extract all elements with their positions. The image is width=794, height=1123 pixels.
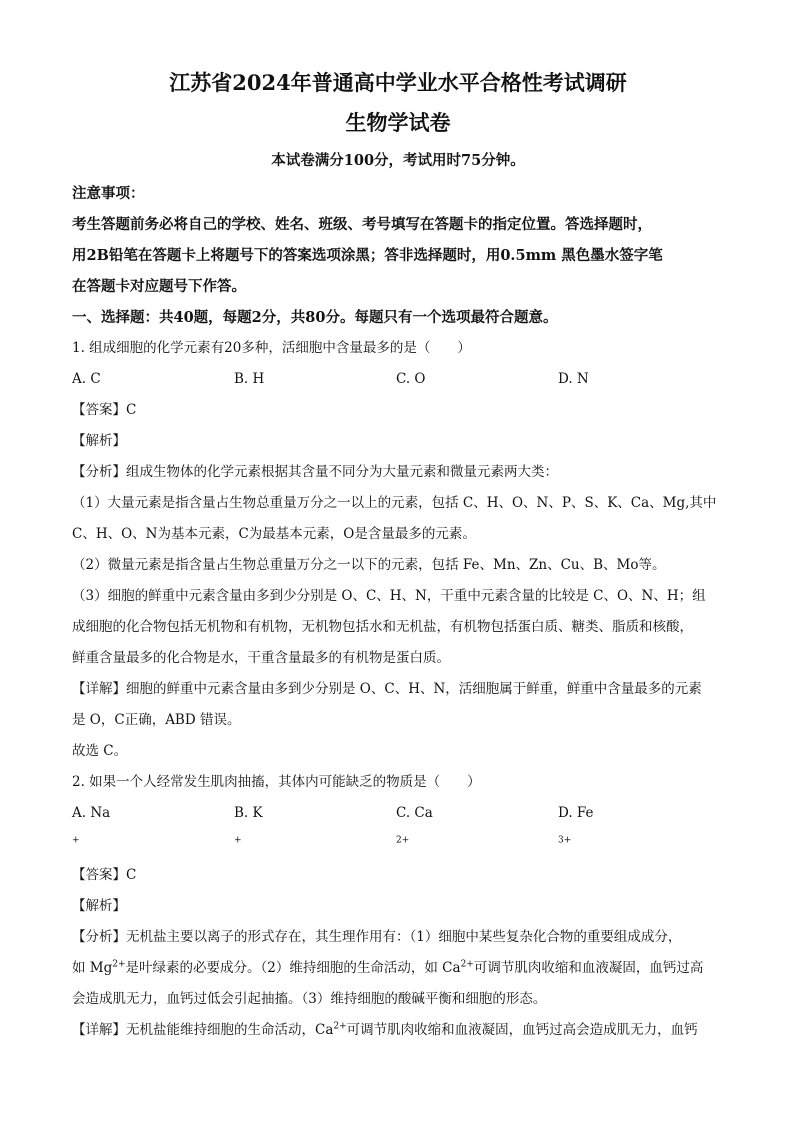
question-1-fenxi-5: （3）细胞的鲜重中元素含量由多到少分别是 O、C、H、N，干重中元素含量的比较是 C、O、N、H；组 <box>72 588 706 604</box>
notice-heading: 注意事项： <box>72 185 145 202</box>
question-2-stem: 2. 如果一个人经常发生肌肉抽搐，其体内可能缺乏的物质是（ ） <box>72 774 481 790</box>
question-1-fenxi-7: 鲜重含量最多的化合物是水，干重含量最多的有机物是蛋白质。 <box>72 650 450 666</box>
question-2-options <box>72 798 724 860</box>
question-2-detail-1: 【详解】无机盐能维持细胞的生命活动，$Ca^{2+}$可调节肌肉收缩和血液凝固，血钙过高会造成肌无力，血钙 <box>72 1021 698 1038</box>
notice-line-2: 用2B铅笔在答题卡上将题号下的答案选项涂黑；答非选择题时，用0.5mm 黑色墨水签字笔 <box>72 247 663 264</box>
section-heading: 一、选择题：共40题，每题2分，共80分。每题只有一个选项最符合题意。 <box>72 309 558 326</box>
score-note: 本试卷满分100分，考试用时75分钟。 <box>271 152 525 169</box>
question-1-conclusion: 故选 C。 <box>72 743 128 759</box>
question-1-fenxi-6: 成细胞的化合物包括无机物和有机物，无机物包括水和无机盐，有机物包括蛋白质、糖类、脂质和核酸， <box>72 619 693 635</box>
option-d: D. $Fe^{3+}$ <box>558 805 594 846</box>
notice-line-1: 考生答题前务必将自己的学校、姓名、班级、考号填写在答题卡的指定位置。答选择题时， <box>72 216 652 233</box>
question-2-analysis-label: 【解析】 <box>72 898 126 914</box>
subject-title: 生物学试卷 <box>345 110 451 135</box>
question-1-fenxi-3: C、H、O、N为基本元素，C为最基本元素，O是含量最多的元素。 <box>72 526 476 542</box>
question-2-fenxi-2: 如 $Mg^{2+}$是叶绿素的必要成分。（2）维持细胞的生命活动，如 $Ca^{2+}$可调节肌肉收缩和血液凝固，血钙过高 <box>72 959 704 976</box>
question-1-detail-1: 【详解】细胞的鲜重中元素含量由多到少分别是 O、C、H、N，活细胞属于鲜重，鲜重中含量最多的元素 <box>72 681 702 697</box>
question-2-answer: 【答案】C <box>72 867 137 883</box>
question-1-stem: 1. 组成细胞的化学元素有20多种，活细胞中含量最多的是（ ） <box>72 340 471 356</box>
option-b: B. H <box>234 371 265 387</box>
option-b: B. K+ <box>234 805 263 846</box>
exam-page <box>72 68 724 1046</box>
option-c: C. O <box>396 371 426 387</box>
question-2-fenxi-3: 会造成肌无力，血钙过低会引起抽搐。（3）维持细胞的酸碱平衡和细胞的形态。 <box>72 991 547 1007</box>
exam-title: 江苏省2024年普通高中学业水平合格性考试调研 <box>169 70 627 95</box>
question-1-fenxi-1: 【分析】组成生物体的化学元素根据其含量不同分为大量元素和微量元素两大类： <box>72 464 558 480</box>
option-c: C. $Ca^{2+}$ <box>396 805 433 846</box>
question-1-fenxi-4: （2）微量元素是指含量占生物总重量万分之一以下的元素，包括 Fe、Mn、Zn、Cu、B、Mo等。 <box>72 557 666 573</box>
question-1-answer: 【答案】C <box>72 402 137 418</box>
question-1-options <box>72 364 724 395</box>
option-a: A. Na+ <box>72 805 111 846</box>
question-1-fenxi-2: （1）大量元素是指含量占生物总重量万分之一以上的元素，包括 C、H、O、N、P、S、K、Ca、Mg,其中 <box>72 495 717 511</box>
question-1-analysis-label: 【解析】 <box>72 433 126 449</box>
question-2-fenxi-1: 【分析】无机盐主要以离子的形式存在，其生理作用有：（1）细胞中某些复杂化合物的重要组成成分， <box>72 929 682 945</box>
option-d: D. N <box>558 371 589 387</box>
question-1-detail-2: 是 O，C正确，ABD 错误。 <box>72 712 241 728</box>
option-a: A. C <box>72 371 101 387</box>
notice-line-3: 在答题卡对应题号下作答。 <box>72 278 246 295</box>
